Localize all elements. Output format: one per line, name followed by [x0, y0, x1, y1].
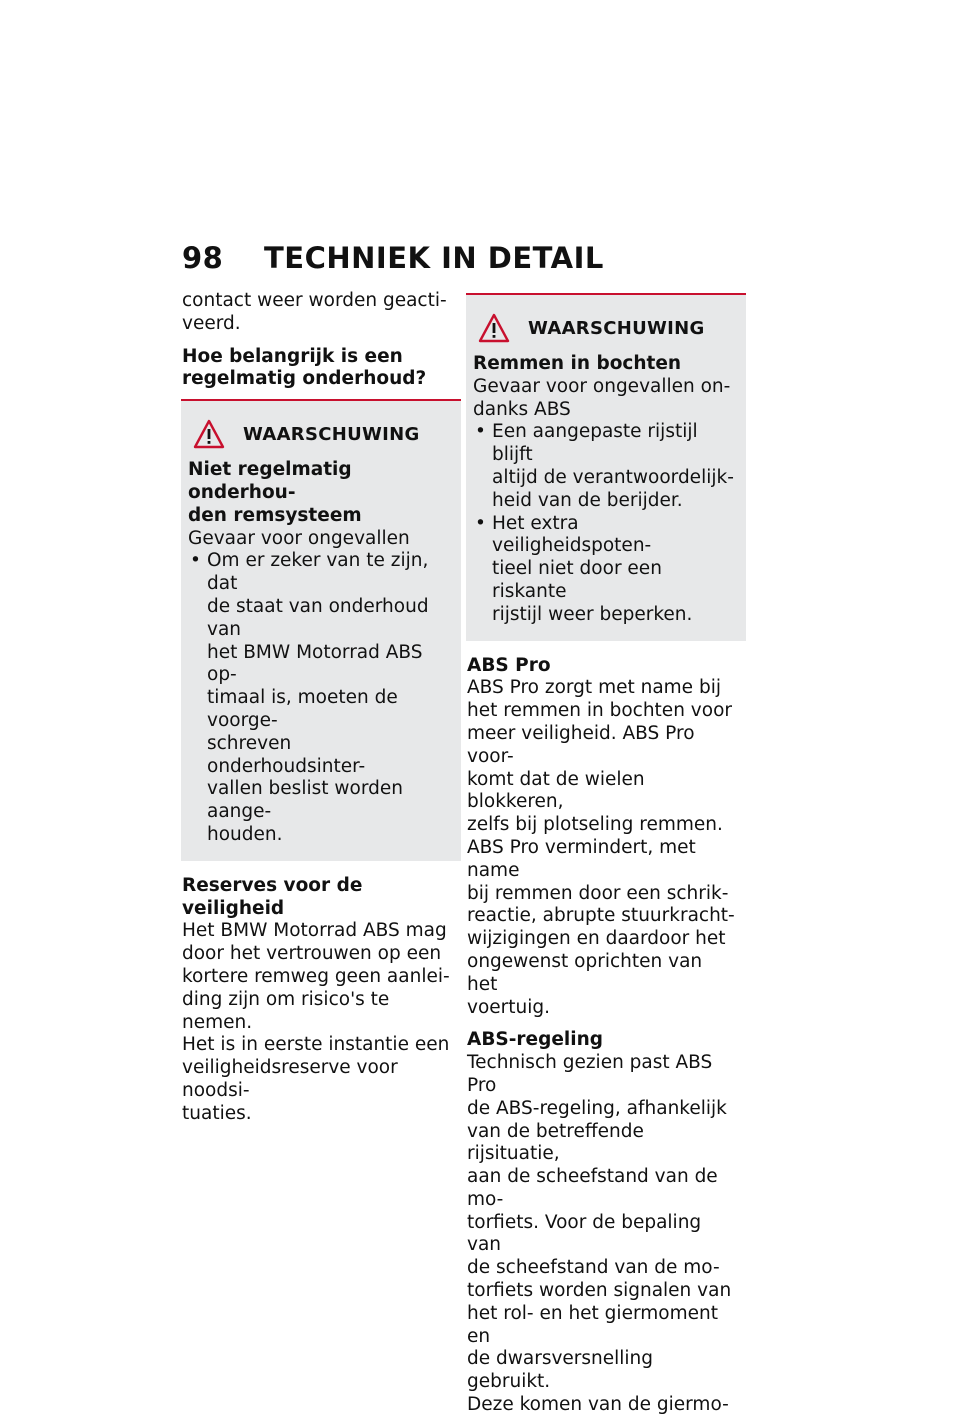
bullet-line: de staat van onderhoud van: [207, 595, 429, 640]
body-line: voertuig.: [467, 996, 550, 1018]
body-line: tuaties.: [182, 1102, 252, 1124]
intro-line-2: veerd.: [182, 312, 241, 334]
warning-box-cornering: [466, 293, 746, 641]
bullet-line: Het extra veiligheidspoten-: [492, 512, 652, 557]
body-line: meer veiligheid. ABS Pro voor-: [467, 722, 695, 767]
body-line: ding zijn om risico's te nemen.: [182, 988, 390, 1033]
warning-triangle-icon: [478, 313, 510, 343]
page-number: 98: [182, 241, 224, 275]
body-line: het remmen in bochten voor: [467, 700, 732, 722]
warning-heading-line-2: den remsysteem: [188, 504, 362, 526]
body-line: het rol- en het giermoment en: [467, 1302, 718, 1347]
list-item: [473, 421, 734, 512]
left-column: [182, 290, 452, 1126]
body-line: aan de scheefstand van de mo-: [467, 1166, 718, 1210]
body-line: de scheefstand van de mo-: [467, 1257, 720, 1279]
warning-header: [188, 419, 449, 449]
bullet-line: rijstijl weer beperken.: [492, 603, 693, 625]
warning-title: WAARSCHUWING: [243, 423, 420, 445]
bullet-glyph: •: [475, 512, 486, 534]
body-line: kortere remweg geen aanlei-: [182, 965, 450, 987]
body-line: Het BMW Motorrad ABS mag: [182, 920, 447, 942]
warning-bullet-list: [188, 550, 449, 846]
body-line: van de betreffende rijsituatie,: [467, 1120, 644, 1165]
body-line: ABS Pro vermindert, met name: [467, 836, 696, 881]
bullet-line: tieel niet door een riskante: [492, 558, 662, 602]
bullet-line: houden.: [207, 823, 283, 845]
warning-header: [473, 313, 734, 343]
abs-regeling-heading: ABS-regeling: [467, 1029, 603, 1051]
warning-box-maintenance: [181, 399, 461, 861]
warning-bullet-list: [473, 421, 734, 626]
body-line: door het vertrouwen op een: [182, 943, 442, 965]
abs-pro-heading: ABS Pro: [467, 654, 551, 676]
reserves-heading: Reserves voor de veiligheid: [182, 874, 363, 919]
body-line: komt dat de wielen blokkeren,: [467, 768, 645, 813]
body-line: veiligheidsreserve voor noodsi-: [182, 1057, 398, 1101]
body-line: Het is in eerste instantie een: [182, 1034, 450, 1056]
bullet-line: timaal is, moeten de voorge-: [207, 687, 398, 731]
body-line: bij remmen door een schrik-: [467, 882, 729, 904]
body-line: torfiets. Voor de bepaling van: [467, 1211, 702, 1256]
bullet-glyph: •: [190, 550, 201, 572]
body-line: de dwarsversnelling gebruikt.: [467, 1348, 654, 1393]
warning-danger: Gevaar voor ongevallen: [188, 527, 410, 549]
bullet-glyph: •: [475, 421, 486, 443]
warning-danger-line-2: danks ABS: [473, 398, 571, 420]
body-line: torfiets worden signalen van: [467, 1280, 732, 1302]
list-item: [188, 550, 449, 846]
list-item: [473, 513, 734, 627]
bullet-line: heid van de berijder.: [492, 489, 683, 511]
bullet-line: Een aangepaste rijstijl blijft: [492, 421, 698, 466]
body-line: ongewenst oprichten van het: [467, 950, 703, 995]
warning-danger-line-1: Gevaar voor ongevallen on-: [473, 375, 731, 397]
chapter-title: TECHNIEK IN DETAIL: [264, 241, 604, 275]
bullet-line: vallen beslist worden aange-: [207, 778, 403, 823]
question-heading-line-2: regelmatig onderhoud?: [182, 368, 427, 390]
body-line: wijzigingen en daardoor het: [467, 928, 726, 950]
bullet-line: schreven onderhoudsinter-: [207, 732, 366, 777]
bullet-line: Om er zeker van te zijn, dat: [207, 550, 429, 595]
body-line: zelfs bij plotseling remmen.: [467, 814, 723, 836]
warning-triangle-icon: [193, 419, 225, 449]
body-line: ABS Pro zorgt met name bij: [467, 677, 721, 699]
bullet-line: altijd de verantwoordelijk-: [492, 466, 734, 488]
body-line: Deze komen van de giermo-: [467, 1394, 729, 1416]
body-line: de ABS-regeling, afhankelijk: [467, 1097, 727, 1119]
body-line: reactie, abrupte stuurkracht-: [467, 905, 735, 927]
bullet-line: het BMW Motorrad ABS op-: [207, 641, 423, 686]
page-header: [182, 241, 604, 275]
warning-title: WAARSCHUWING: [528, 317, 705, 339]
warning-heading: Remmen in bochten: [473, 353, 682, 374]
question-heading-line-1: Hoe belangrijk is een: [182, 345, 403, 367]
body-line: Technisch gezien past ABS Pro: [467, 1052, 713, 1096]
warning-heading-line-1: Niet regelmatig onderhou-: [188, 459, 352, 503]
right-column: [467, 290, 737, 1417]
intro-line-1: contact weer worden geacti-: [182, 290, 447, 311]
